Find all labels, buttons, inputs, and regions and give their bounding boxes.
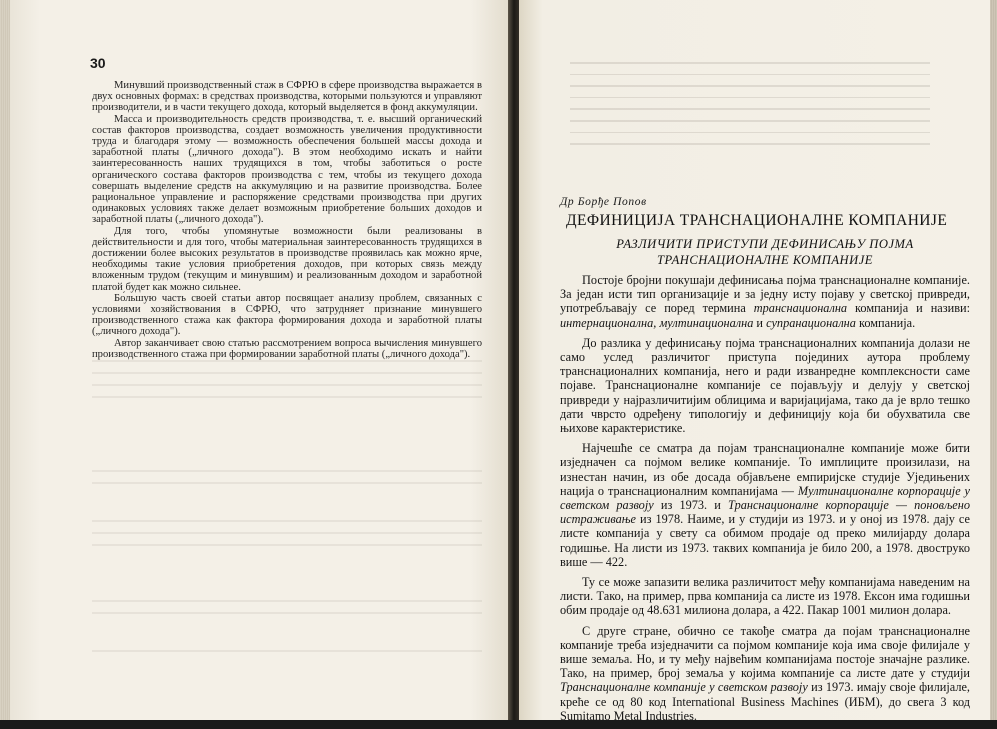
text-run: компанија и називи: [847, 301, 970, 316]
italic-term: супранационална [766, 315, 856, 330]
show-through [92, 482, 482, 484]
section-heading-line: РАЗЛИЧИТИ ПРИСТУПИ ДЕФИНИСАЊУ ПОЈМА [616, 237, 914, 251]
russian-summary [92, 80, 482, 360]
show-through [92, 360, 482, 362]
summary-paragraph: Для того, чтобы упомянутые возможности были реализованы в действительности и для того, чтобы материальная заинтересованность трудящихся в достижении более высоких результатов в производстве проявилась как можно ярче, необходимы такие условия приобретения доходов, при которых связь между вложенным трудом (текущим и минувшим) и реализованным доходом и заработной платой будет как можно сильнее. [92, 225, 482, 293]
show-through [92, 532, 482, 534]
text-run: и [753, 315, 767, 330]
show-through-top [570, 62, 930, 158]
body-paragraph [560, 273, 970, 330]
article-body [560, 273, 970, 729]
page-number: 30 [90, 55, 106, 71]
show-through [92, 396, 482, 398]
italic-title: Мултинационалне корпорације у светском развоју [560, 483, 970, 513]
show-through [92, 470, 482, 472]
text-run: из 1978. Наиме, и у студији из 1973. и у оној из 1978. дају се листе компанија у свету са обимом продаје од преко милијарду долара годишње. На листи из 1973. таквих компанија је било 200, а 1978. двоструко више — 422. [560, 512, 970, 569]
left-page [10, 0, 510, 720]
text-run: из 1973. имају своје филијале, креће се од 80 код International Business Machines (ИБМ), до свега 3 код Sumitamo Metal Industries. [560, 680, 970, 723]
body-paragraph [560, 624, 970, 723]
show-through [92, 544, 482, 546]
show-through [92, 600, 482, 602]
show-through [92, 520, 482, 522]
italic-term: транснационална [753, 301, 848, 316]
text-run: Постоје бројни покушаји дефинисања појма транснационалне компаније. За један исти тип организације и за једну исту појаву у светској привреди, употребљавају се поред термина [560, 273, 970, 316]
body-paragraph: Ту се може запазити велика различитост међу компанијама наведеним на листи. Тако, на пример, прва компанија са листе из 1978. Ексон има годишњи обим продаје од 48.631 милиона долара, а 422. Пакар 1001 милион долара. [560, 575, 970, 618]
show-through [92, 650, 482, 652]
text-run: Најчешће се сматра да појам транснационалне компаније може бити изједначен са појмом велике компаније. То имплиците произилази, на изнестан начин, из обе досада објављене емпиријске студије Уједињених нација о транснационалним компанијама — [560, 441, 970, 498]
show-through [92, 372, 482, 374]
summary-paragraph: Масса и производительность средств производства, т. е. высший органический состав факторов производства, создает возможность увеличения продуктивности труда и благодаря этому — возможность обеспечения большей массы дохода и заработной платы („личного дохода"). В этом необходимо искать и найти заинтересованность наших трудящихся в том, чтобы заботиться о росте органического состава факторов производства с тем, чтобы из текущего дохода совершать выделение средств на аккумуляцию и на развитие производства. Более рациональное управление и распоряжение средствами производства при других одинаковых условиях также делает возможным приобретение бо́льших доходов и заработной платы („личного дохода"). [92, 113, 482, 226]
text-run: из 1973. и [653, 498, 729, 513]
body-paragraph [560, 441, 970, 569]
page-stack-right [990, 0, 997, 720]
show-through [92, 612, 482, 614]
italic-title: Транснационалне корпорације — поновљено истраживање [560, 498, 971, 527]
italic-term: интернационална, мултинационална [560, 315, 754, 330]
section-heading [560, 236, 970, 268]
text-run: С друге стране, обично се такође сматра да појам транснационалне компаније треба изједначити са појмом компаније која има своје филијале у више земаља. Но, и ту међу највећим компанијама постоје значајне разлике. Тако, на пример, број земаља у којима компаније са листе дате у студији [560, 623, 970, 681]
summary-paragraph: Минувший производственный стаж в СФРЮ в сфере производства выражается в двух основных формах: в средствах производства, которыми пользуются и управляют производители, и в части текущего дохода, который выделяется в фонд аккумуляции. [92, 80, 482, 114]
section-heading-line: ТРАНСНАЦИОНАЛНЕ КОМПАНИЈЕ [657, 253, 873, 267]
summary-paragraph: Автор заканчивает свою статью рассмотрением вопроса вычисления минувшего производственного стажа при формировании заработной платы („личного дохода"). [92, 337, 482, 360]
body-paragraph: До разлика у дефинисању појма транснационалних компанија долази не само услед различитог приступа појединих аутора проблему транснационалних компанија, него и ради изванредне комплексности саме појаве. Транснационалне компаније се појављују и делују у светској привреди у најразличитијим облицима и варијацијама, тако да је врло тешко дати чврсто одређену типологију и дефиницију која би обухватила све њихове карактеристике. [560, 335, 970, 436]
text-run: компанија. [855, 315, 916, 330]
article-title: ДЕФИНИЦИЈА ТРАНСНАЦИОНАЛНЕ КОМПАНИЈЕ [566, 212, 948, 229]
summary-paragraph: Бо́льшую часть своей статьи автор посвящает анализу проблем, связанных с условиями хозяйствования в СФРЮ, что затрудняет признание минувшего производственного стажа как фактора формирования дохода и заработной платы („личного дохода"). [92, 292, 482, 338]
author-name: Др Борђе Попов [560, 196, 647, 208]
italic-title: Транснационалне компаније у светском развоју [560, 680, 808, 695]
show-through [92, 384, 482, 386]
